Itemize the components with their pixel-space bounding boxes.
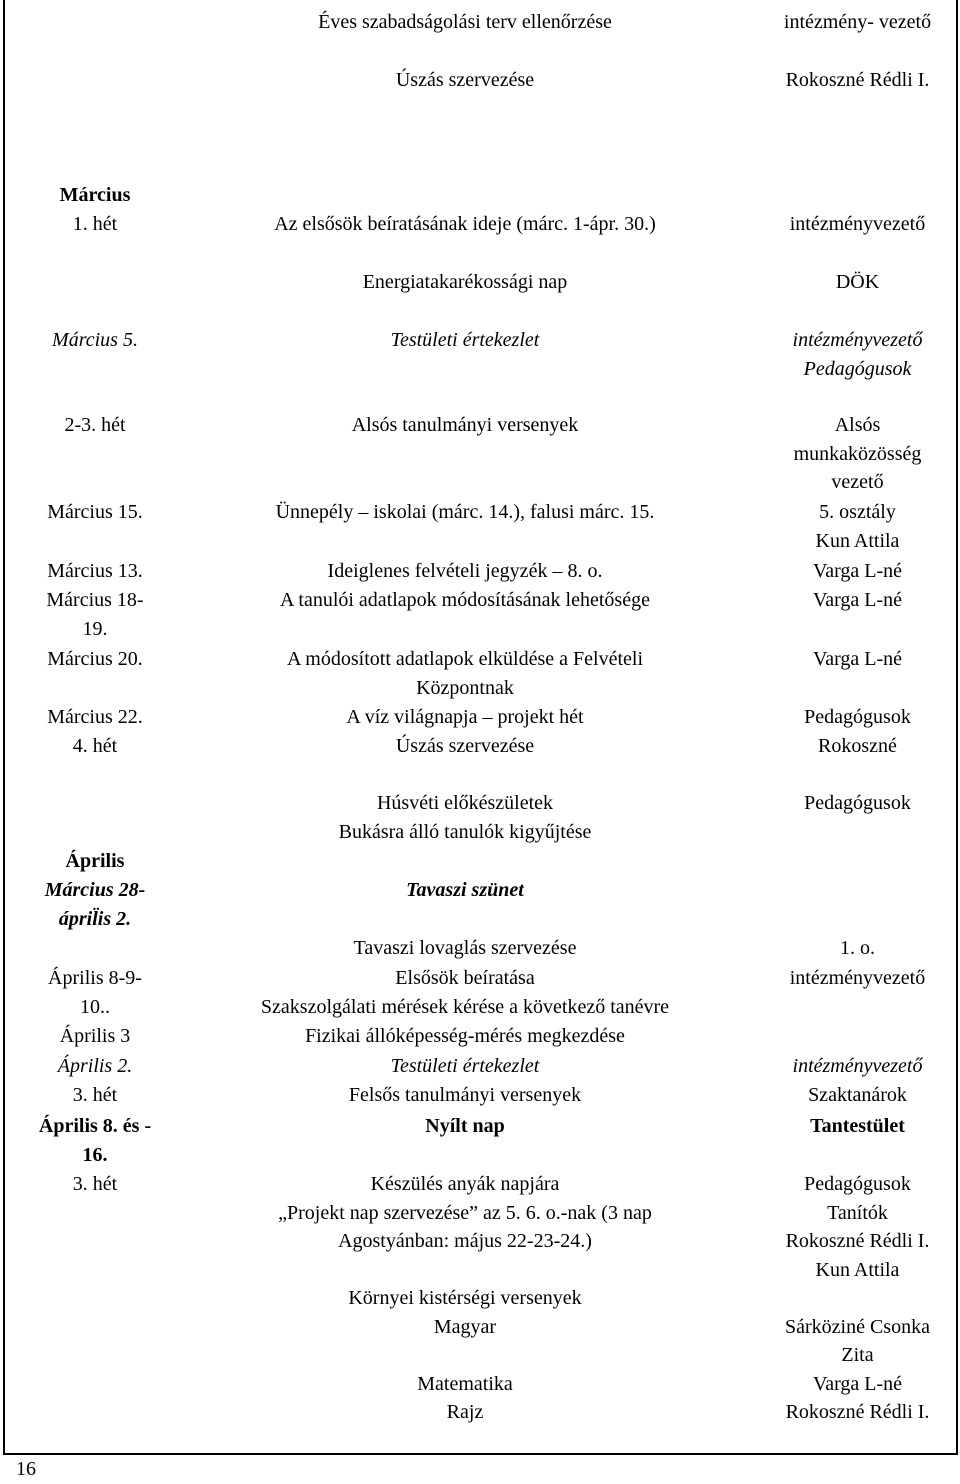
responsible-cell: Tantestület [810, 1115, 905, 1137]
event-cell: Nyílt nap [425, 1115, 505, 1137]
table-row [10, 964, 960, 1018]
event-cell: Tavaszi szünet [406, 879, 524, 901]
event-cell: Ünnepély – iskolai (márc. 14.), falusi márc. 15. [275, 501, 655, 523]
event-cell: Alsós tanulmányi versenyek [351, 414, 579, 436]
responsible-cell: intézményvezető Pedagógusok [792, 329, 923, 380]
month-heading: Április [65, 850, 125, 872]
table-row [10, 557, 960, 586]
event-cell: Ideiglenes felvételi jegyzék – 8. o. [327, 560, 603, 582]
month-heading: Március [59, 184, 131, 206]
table-row [10, 1052, 960, 1081]
event-cell: Úszás szervezése [395, 735, 535, 757]
table-row [10, 1022, 960, 1051]
responsible-cell: 5. osztály Kun Attila [815, 501, 900, 552]
responsible-cell: Pedagógusok [804, 792, 911, 814]
date-cell: Március 20. [47, 648, 143, 670]
event-cell: Testületi értekezlet [390, 329, 540, 351]
date-cell: Március 18- 19. [46, 589, 144, 640]
event-cell: Tavaszi lovaglás szervezése [353, 937, 577, 959]
event-cell: Úszás szervezése [395, 69, 535, 91]
event-cell: A tanulói adatlapok módosításának lehetősége [280, 589, 650, 611]
date-cell: Április 8. és - 16. [38, 1115, 152, 1166]
responsible-cell: 1. o. [840, 937, 875, 959]
event-cell: A víz világnapja – projekt hét [346, 706, 584, 728]
date-cell: 4. hét [72, 735, 118, 757]
responsible-cell: Varga L-né [812, 560, 903, 582]
table-row [10, 876, 960, 930]
date-cell: Március 28- ápril̈is 2. [44, 879, 146, 930]
table-row [10, 210, 960, 239]
table-row [10, 1112, 960, 1166]
table-row [10, 732, 960, 761]
responsible-cell: Rokoszné [818, 735, 897, 757]
date-cell: Április 8-9- 10.. [48, 967, 142, 1018]
date-cell: Március 5. [52, 329, 138, 351]
table-row [10, 586, 960, 640]
date-cell: Április 3 [59, 1025, 131, 1047]
table-row [10, 934, 960, 963]
date-cell: 3. hét [72, 1084, 118, 1106]
event-cell: Fizikai állóképesség-mérés megkezdése [305, 1025, 625, 1047]
event-cell: Elsősök beíratása Szakszolgálati mérések kérése a következő tanévre [260, 967, 670, 1018]
event-cell: Az elsősök beíratásának ideje (márc. 1-ápr. 30.) [274, 213, 656, 235]
table-row [10, 8, 960, 37]
table-row [10, 498, 960, 552]
event-cell: Készülés anyák napjára „Projekt nap szervezése” az 5. 6. o.-nak (3 nap Agostyánban: május 22-23-24.) Környei kistérségi versenyek Magyar Matematika Rajz [278, 1173, 652, 1423]
table-row [10, 1170, 960, 1423]
table-row [10, 411, 960, 493]
responsible-cell: Alsós munkaközösség vezető [793, 414, 922, 493]
table-row [10, 645, 960, 699]
table-row [10, 1081, 960, 1110]
schedule-table [3, 0, 958, 1455]
date-cell: Március 22. [47, 706, 143, 728]
event-cell: Húsvéti előkészületek Bukásra álló tanulók kigyűjtése [338, 792, 592, 843]
event-cell: Felsős tanulmányi versenyek [348, 1084, 582, 1106]
table-row [10, 268, 960, 297]
table-row [10, 181, 960, 210]
table-row [10, 847, 960, 876]
responsible-cell: Pedagógusok Tanítók Rokoszné Rédli I. Kun Attila Sárköziné Csonka Zita Varga L-né Rokoszné Rédli I. [785, 1173, 930, 1423]
responsible-cell: Varga L-né [812, 648, 903, 670]
date-cell: Március 13. [47, 560, 143, 582]
event-cell: Testületi értekezlet [390, 1055, 540, 1077]
responsible-cell: Pedagógusok [804, 706, 911, 728]
table-row [10, 326, 960, 380]
date-cell: 3. hét [72, 1173, 118, 1195]
responsible-cell: Rokoszné Rédli I. [785, 69, 930, 91]
date-cell: Április 2. [57, 1055, 133, 1077]
responsible-cell: intézményvezető [792, 1055, 923, 1077]
event-cell: Éves szabadságolási terv ellenőrzése [318, 11, 612, 33]
responsible-cell: Varga L-né [812, 589, 903, 611]
event-cell: A módosított adatlapok elküldése a Felvételi Központnak [286, 648, 644, 699]
event-cell: Energiatakarékossági nap [362, 271, 568, 293]
date-cell: 2-3. hét [64, 414, 126, 436]
responsible-cell: intézményvezető [789, 967, 926, 989]
page-number: 16 [16, 1458, 36, 1480]
responsible-cell: intézmény- vezető [783, 11, 932, 33]
table-row [10, 66, 960, 95]
responsible-cell: DÖK [835, 271, 880, 293]
table-row [10, 789, 960, 843]
responsible-cell: intézményvezető [789, 213, 926, 235]
table-row [10, 703, 960, 732]
date-cell: Március 15. [47, 501, 143, 523]
responsible-cell: Szaktanárok [808, 1084, 907, 1106]
date-cell: 1. hét [72, 213, 118, 235]
